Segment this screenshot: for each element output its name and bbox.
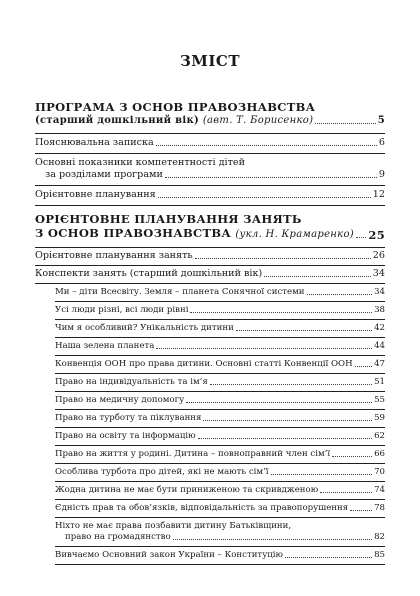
toc-entry[interactable] (35, 186, 385, 206)
lesson-label: Конвенція ООН про права дитини. Основні статті Конвенції ООН (55, 359, 353, 369)
page-number: 82 (374, 532, 385, 542)
section-heading[interactable] (35, 212, 385, 241)
page-number: 26 (372, 250, 385, 261)
dot-leader (332, 456, 372, 457)
dot-leader (355, 366, 372, 367)
section-planning (35, 212, 385, 565)
section-heading[interactable] (35, 100, 385, 127)
lesson-label: Ми – діти Всесвіту. Земля – планета Сонячної системи (55, 287, 305, 297)
dot-leader (210, 384, 372, 385)
lesson-label: Право на турботу та піклування (55, 413, 202, 423)
page-number: 44 (374, 341, 385, 351)
lesson-label: Наша зелена планета (55, 341, 155, 351)
page-number: 85 (374, 550, 385, 560)
entry-label: Конспекти занять (старший дошкільний вік) (35, 268, 263, 279)
page-title: ЗМІСТ (179, 52, 241, 70)
section-title: ПРОГРАМА З ОСНОВ ПРАВОЗНАВСТВА (35, 100, 316, 114)
dot-leader (350, 510, 372, 511)
section-subheading-row (35, 115, 385, 127)
dot-leader (186, 402, 372, 403)
lesson-label: Право на життя у родині. Дитина – повноправний член сім’ї (55, 449, 331, 459)
page-number: 47 (374, 359, 385, 369)
dot-leader (203, 420, 372, 421)
dot-leader (285, 557, 372, 558)
lesson-label: Ніхто не має права позбавити дитину Батьківщини, (55, 521, 292, 531)
lesson-entry[interactable] (55, 356, 385, 374)
lesson-label: Єдність прав та обов’язків, відповідальність за правопорушення (55, 503, 349, 513)
lesson-entry[interactable] (55, 338, 385, 356)
dot-leader (198, 438, 372, 439)
page-number: 59 (374, 413, 385, 423)
lesson-entry[interactable] (55, 482, 385, 500)
lesson-entry[interactable] (55, 374, 385, 392)
lesson-entry[interactable] (55, 320, 385, 338)
dot-leader (190, 312, 372, 313)
entry-label: Пояснювальна записка (35, 137, 154, 148)
lesson-entry[interactable] (55, 392, 385, 410)
lesson-list (35, 284, 385, 565)
lesson-entry[interactable] (55, 428, 385, 446)
dot-leader (173, 539, 372, 540)
toc-entry[interactable] (35, 154, 385, 186)
lesson-label: Вивчаємо Основний закон України – Конституцію (55, 550, 284, 560)
dot-leader (315, 123, 375, 124)
page-number: 6 (378, 137, 385, 148)
lesson-label: Чим я особливий? Унікальність дитини (55, 323, 234, 333)
dot-leader (271, 474, 373, 475)
page-number: 78 (374, 503, 385, 513)
dot-leader (356, 237, 366, 238)
page-number: 5 (377, 115, 385, 126)
page-number: 12 (372, 189, 385, 200)
toc-entry[interactable] (35, 134, 385, 154)
lesson-label: Особлива турбота про дітей, які не мають сім’ї (55, 467, 269, 477)
dot-leader (165, 177, 377, 178)
lesson-entry[interactable] (55, 302, 385, 320)
page-number: 51 (374, 377, 385, 387)
entry-label: Орієнтовне планування (35, 189, 156, 200)
entry-label: Орієнтовне планування занять (35, 250, 193, 261)
toc-entry[interactable] (35, 248, 385, 266)
section-program (35, 100, 385, 206)
dot-leader (158, 197, 371, 198)
dot-leader (236, 330, 372, 331)
section-title: ОРІЄНТОВНЕ ПЛАНУВАННЯ ЗАНЯТЬ (35, 212, 302, 226)
entry-label: Основні показники компетентності дітей (35, 157, 245, 168)
lesson-label: Право на медичну допомогу (55, 395, 185, 405)
dot-leader (195, 258, 371, 259)
dot-leader (156, 348, 372, 349)
page-number: 38 (374, 305, 385, 315)
page-number: 25 (368, 228, 385, 242)
entry-label-cont: за розділами програми (45, 169, 163, 180)
lesson-entry[interactable] (55, 500, 385, 518)
lesson-entry[interactable] (55, 410, 385, 428)
page-number: 9 (378, 169, 385, 180)
page-number: 66 (374, 449, 385, 459)
page-number: 55 (374, 395, 385, 405)
lesson-label-cont: право на громадянство (65, 532, 171, 542)
lesson-label: Жодна дитина не має бути приниженою та скривдженою (55, 485, 319, 495)
dot-leader (320, 492, 372, 493)
page-number: 34 (374, 287, 385, 297)
section-title-row (35, 227, 385, 241)
lesson-label: Усі люди різні, всі люди рівні (55, 305, 189, 315)
section-subheading: (старший дошкільний вік) (35, 115, 200, 126)
lesson-entry[interactable] (55, 518, 385, 547)
lesson-label: Право на освіту та інформацію (55, 431, 196, 441)
page-number: 42 (374, 323, 385, 333)
section-author: (авт. Т. Борисенко) (202, 115, 314, 126)
dot-leader (264, 276, 371, 277)
page-number: 62 (374, 431, 385, 441)
section-author: (укл. Н. Крамаренко) (235, 229, 354, 240)
lesson-entry[interactable] (55, 284, 385, 302)
lesson-entry[interactable] (55, 547, 385, 565)
page-number: 34 (372, 268, 385, 279)
lesson-label: Право на індивідуальність та ім’я (55, 377, 208, 387)
section-title-cont: З ОСНОВ ПРАВОЗНАВСТВА (35, 226, 232, 240)
dot-leader (156, 145, 377, 146)
toc-entry[interactable] (35, 266, 385, 284)
lesson-entry[interactable] (55, 446, 385, 464)
page-number: 70 (374, 467, 385, 477)
lesson-entry[interactable] (55, 464, 385, 482)
dot-leader (307, 294, 373, 295)
page-number: 74 (374, 485, 385, 495)
